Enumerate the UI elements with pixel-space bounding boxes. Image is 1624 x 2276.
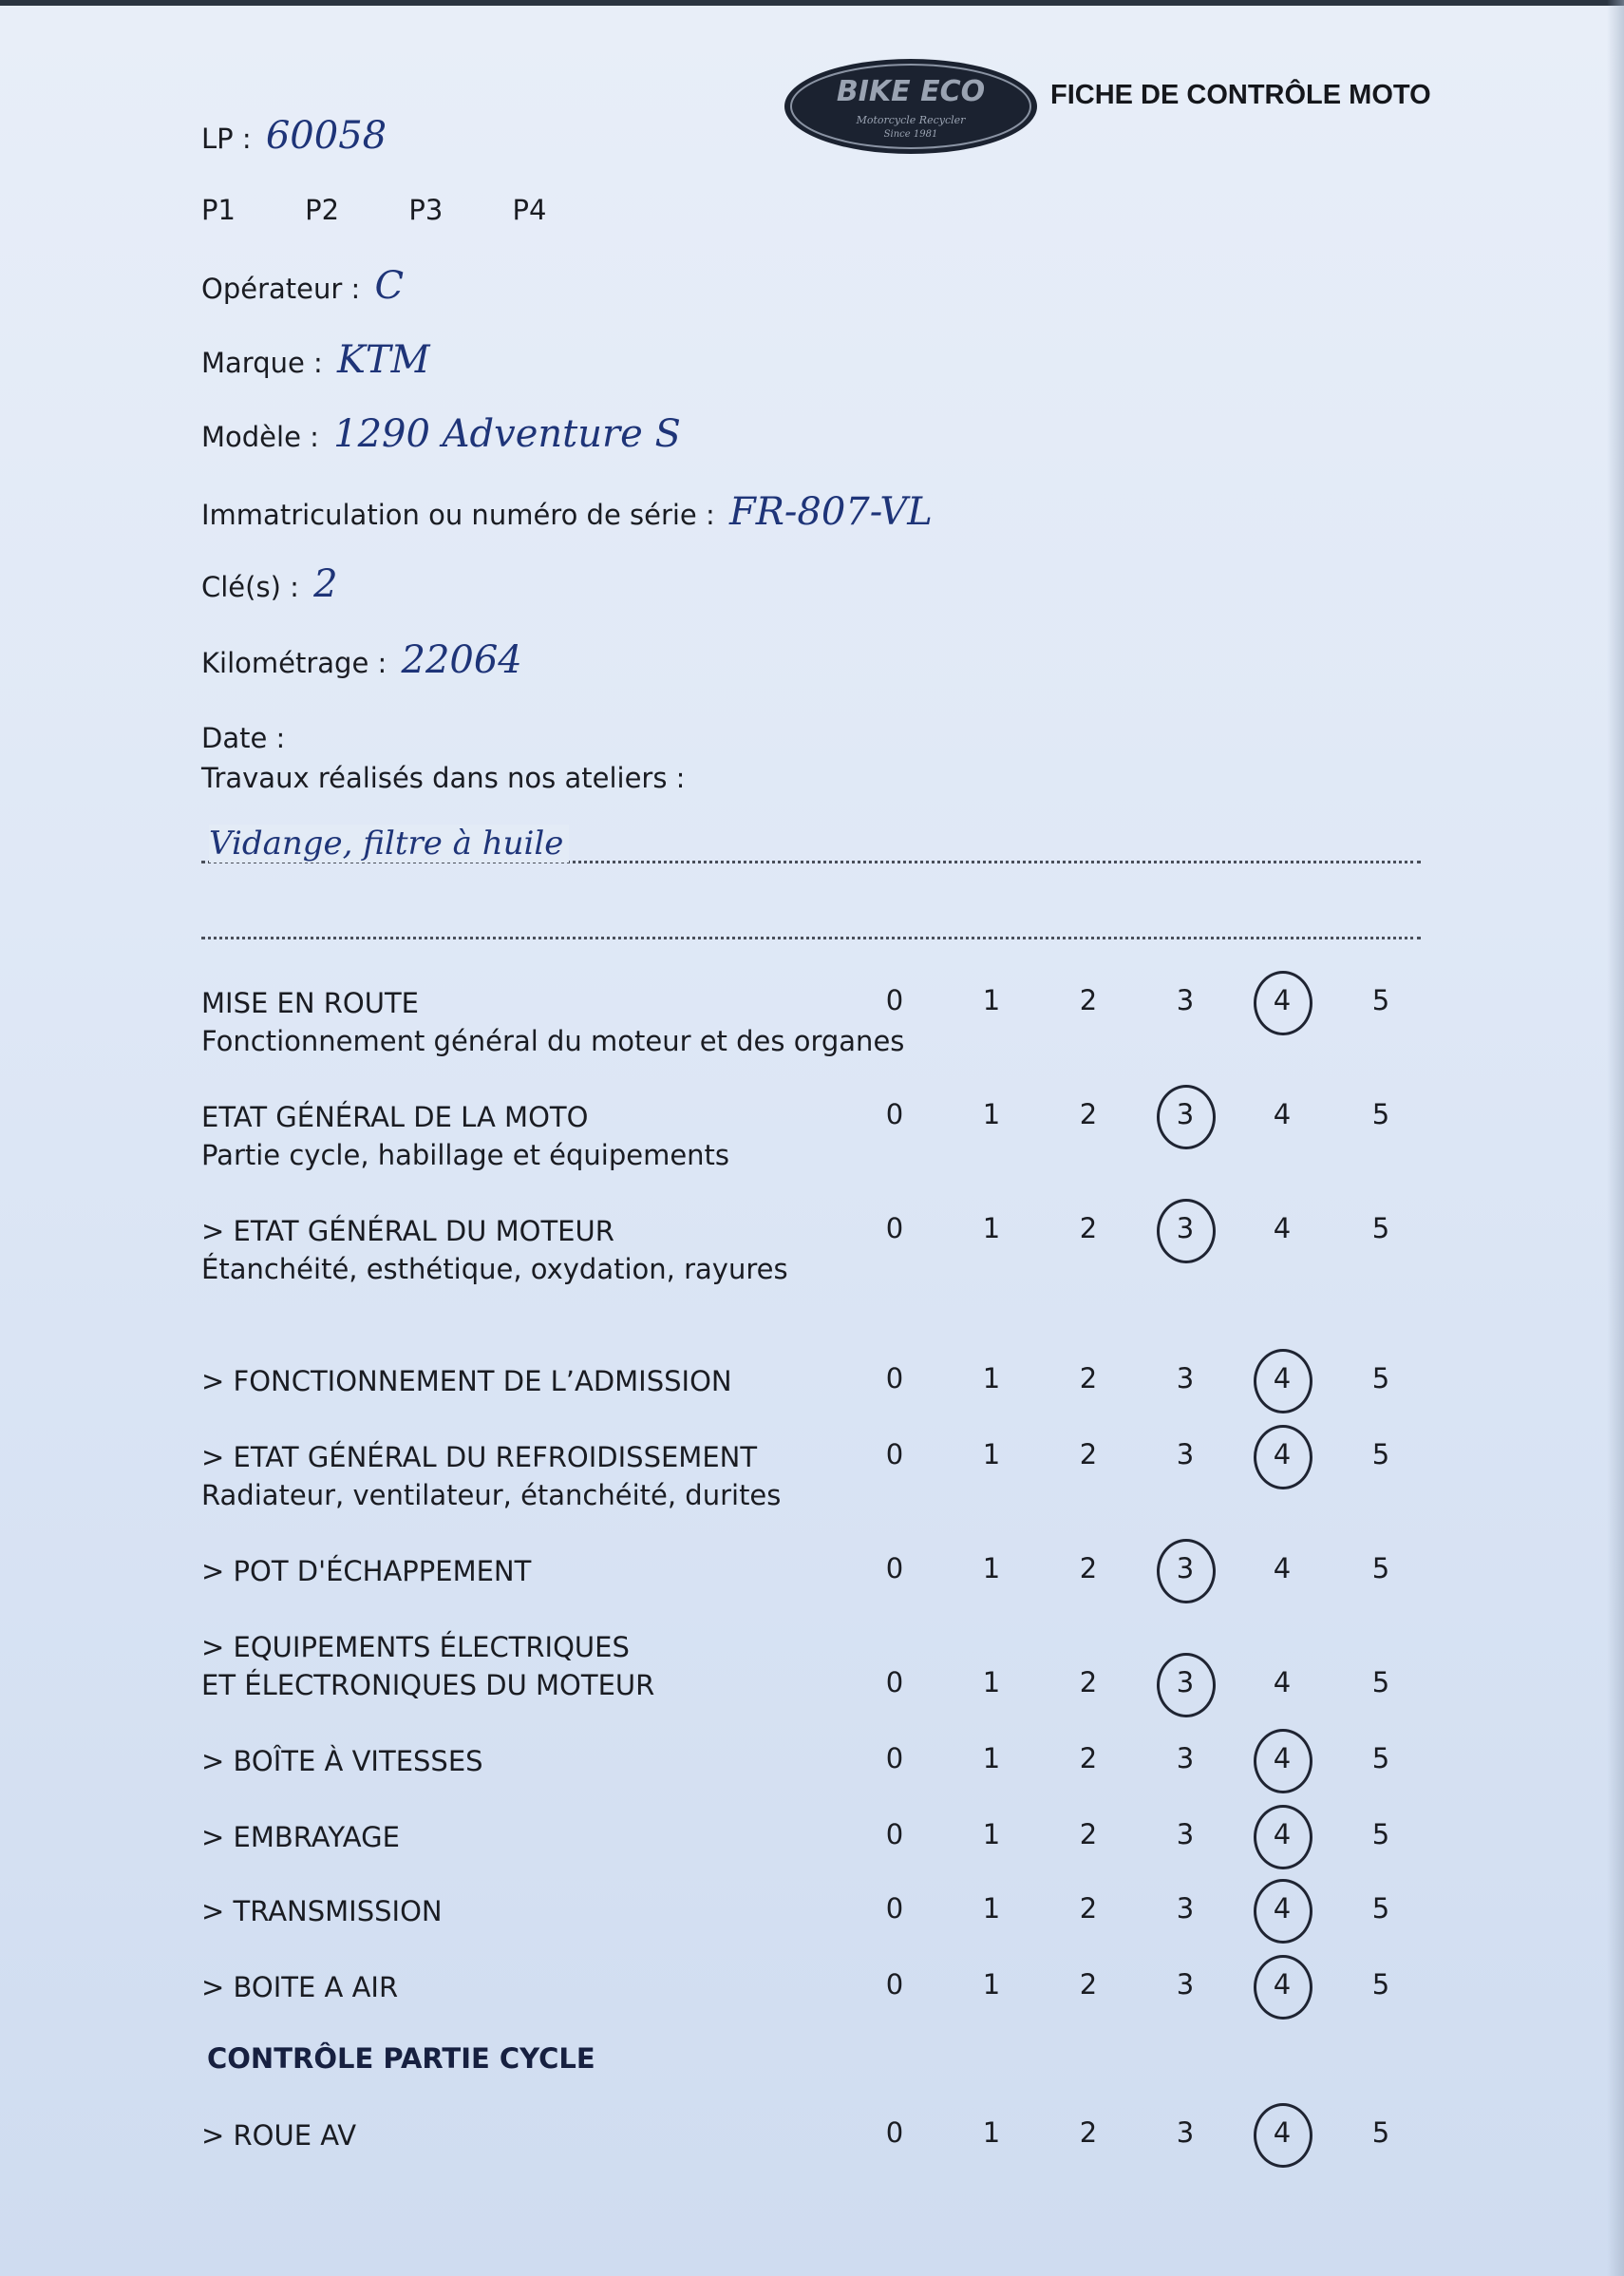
score-option: 4 [1273,2116,1292,2149]
score-option: 2 [1079,984,1098,1016]
criterion-title: > EMBRAYAGE [201,1821,400,1853]
criterion-subtitle: Partie cycle, habillage et équipements [201,1139,730,1171]
criterion-title: > ROUE AV [201,2119,357,2152]
date-label: Date : [201,722,286,754]
criterion-title: > TRANSMISSION [201,1895,443,1927]
score-option: 3 [1176,1438,1195,1470]
operateur-field [201,264,404,308]
criterion-row [201,1892,443,1930]
km-value: 22064 [401,638,522,682]
logo-brand: BIKE ECO [836,75,986,108]
marque-field [201,338,430,382]
score-option: 1 [982,1742,1001,1774]
score-option: 2 [1079,2116,1098,2149]
km-label: Kilométrage : [201,647,387,679]
criterion-subtitle: ET ÉLECTRONIQUES DU MOTEUR [201,1669,655,1701]
criterion-row [201,2116,356,2154]
score-option: 4 [1273,1742,1292,1774]
bike-eco-logo [783,57,1039,156]
criterion-row [201,984,904,1060]
score-option: 2 [1079,1098,1098,1130]
criterion-subtitle: Radiateur, ventilateur, étanchéité, durites [201,1479,782,1511]
score-option: 0 [885,1818,904,1850]
score-option: 3 [1176,1666,1195,1698]
score-option: 4 [1273,1666,1292,1698]
criterion-row [201,1968,398,2006]
score-option: 0 [885,1362,904,1394]
score-option: 4 [1273,1362,1292,1394]
score-option: 2 [1079,1552,1098,1584]
cles-field [201,562,338,606]
score-option: 1 [982,984,1001,1016]
priority-row [201,194,607,226]
score-option: 5 [1371,1742,1390,1774]
score-option: 3 [1176,1818,1195,1850]
score-option: 2 [1079,1818,1098,1850]
logo-line1: Motorcycle Recycler [856,114,966,126]
modele-field [201,412,681,456]
score-option: 3 [1176,1892,1195,1925]
score-circle-mark [1254,1805,1312,1869]
score-option: 2 [1079,1968,1098,2001]
cles-label: Clé(s) : [201,571,299,603]
score-option: 4 [1273,1098,1292,1130]
score-option: 5 [1371,1666,1390,1698]
criterion-subtitle: Étanchéité, esthétique, oxydation, rayures [201,1253,788,1285]
score-option: 3 [1176,1742,1195,1774]
score-option: 3 [1176,1362,1195,1394]
score-option: 2 [1079,1212,1098,1244]
score-option: 3 [1176,1212,1195,1244]
criterion-row [201,1552,531,1590]
score-option: 5 [1371,1552,1390,1584]
score-option: 2 [1079,1892,1098,1925]
criterion-title: > POT D'ÉCHAPPEMENT [201,1555,532,1587]
lp-label: LP : [201,123,252,155]
score-option: 4 [1273,1818,1292,1850]
score-option: 0 [885,984,904,1016]
score-option: 1 [982,1438,1001,1470]
travaux-label: Travaux réalisés dans nos ateliers : [201,762,686,794]
score-circle-mark [1254,1879,1312,1944]
score-option: 3 [1176,984,1195,1016]
criterion-row [201,1742,483,1780]
score-option: 3 [1176,2116,1195,2149]
travaux-value: Vidange, filtre à huile [209,825,569,863]
score-option: 4 [1273,1212,1292,1244]
score-circle-mark [1254,971,1312,1035]
document-title: FICHE DE CONTRÔLE MOTO [1050,80,1431,110]
score-option: 1 [982,1362,1001,1394]
score-option: 1 [982,1666,1001,1698]
criterion-title: ETAT GÉNÉRAL DE LA MOTO [201,1101,589,1133]
score-option: 5 [1371,1818,1390,1850]
travaux-dotted-line-2 [201,937,1421,939]
score-circle-mark [1157,1199,1216,1263]
score-option: 0 [885,2116,904,2149]
score-option: 0 [885,1212,904,1244]
marque-value: KTM [337,338,430,382]
score-option: 3 [1176,1968,1195,2001]
score-option: 2 [1079,1666,1098,1698]
p2-option: P2 [305,194,340,226]
score-option: 0 [885,1098,904,1130]
section-cycle-title: CONTRÔLE PARTIE CYCLE [207,2042,595,2075]
score-option: 5 [1371,1438,1390,1470]
modele-value: 1290 Adventure S [333,412,681,456]
score-option: 5 [1371,1212,1390,1244]
score-option: 5 [1371,1892,1390,1925]
immat-value: FR-807-VL [728,490,933,534]
score-circle-mark [1254,1955,1312,2020]
score-option: 1 [982,1552,1001,1584]
criterion-row [201,1098,729,1174]
criterion-title: > FONCTIONNEMENT DE L’ADMISSION [201,1365,732,1397]
lp-value: 60058 [265,114,387,158]
score-circle-mark [1254,1729,1312,1793]
criterion-subtitle: Fonctionnement général du moteur et des organes [201,1025,905,1057]
marque-label: Marque : [201,347,323,379]
score-option: 5 [1371,1362,1390,1394]
score-option: 1 [982,1818,1001,1850]
criterion-title: MISE EN ROUTE [201,987,419,1019]
score-circle-mark [1157,1085,1216,1149]
score-option: 5 [1371,1968,1390,2001]
score-circle-mark [1254,2103,1312,2168]
score-option: 4 [1273,1552,1292,1584]
lp-field [201,114,387,158]
score-option: 2 [1079,1362,1098,1394]
operateur-label: Opérateur : [201,273,361,305]
score-option: 5 [1371,984,1390,1016]
immat-label: Immatriculation ou numéro de série : [201,499,715,531]
score-circle-mark [1254,1425,1312,1489]
criterion-row [201,1628,654,1704]
criterion-row [201,1362,732,1400]
score-option: 4 [1273,1438,1292,1470]
p3-option: P3 [408,194,444,226]
score-option: 4 [1273,984,1292,1016]
score-option: 3 [1176,1098,1195,1130]
criterion-title: > ETAT GÉNÉRAL DU REFROIDISSEMENT [201,1441,758,1473]
score-circle-mark [1157,1539,1216,1603]
criterion-row [201,1818,400,1856]
paper-top-edge [0,0,1624,6]
score-option: 1 [982,1212,1001,1244]
score-option: 1 [982,1098,1001,1130]
score-option: 0 [885,1892,904,1925]
score-option: 0 [885,1968,904,2001]
paper-right-shadow [1607,0,1624,2276]
km-field [201,638,522,682]
criterion-row [201,1438,781,1514]
cles-value: 2 [313,562,338,606]
score-option: 2 [1079,1742,1098,1774]
criterion-title: > BOÎTE À VITESSES [201,1745,483,1777]
score-option: 1 [982,1892,1001,1925]
score-option: 4 [1273,1892,1292,1925]
criterion-title: > ETAT GÉNÉRAL DU MOTEUR [201,1215,614,1247]
score-option: 0 [885,1552,904,1584]
score-option: 5 [1371,2116,1390,2149]
logo-line2: Since 1981 [883,129,938,140]
score-option: 5 [1371,1098,1390,1130]
score-option: 4 [1273,1968,1292,2001]
score-circle-mark [1157,1653,1216,1717]
score-option: 0 [885,1438,904,1470]
score-circle-mark [1254,1349,1312,1413]
criterion-title: > EQUIPEMENTS ÉLECTRIQUES [201,1631,630,1663]
score-option: 3 [1176,1552,1195,1584]
p4-option: P4 [512,194,547,226]
immat-field [201,490,933,534]
criterion-row [201,1212,788,1288]
operateur-value: C [374,264,405,308]
score-option: 0 [885,1742,904,1774]
criterion-title: > BOITE A AIR [201,1971,399,2003]
score-option: 2 [1079,1438,1098,1470]
score-option: 1 [982,2116,1001,2149]
p1-option: P1 [201,194,236,226]
score-option: 0 [885,1666,904,1698]
modele-label: Modèle : [201,421,319,453]
score-option: 1 [982,1968,1001,2001]
